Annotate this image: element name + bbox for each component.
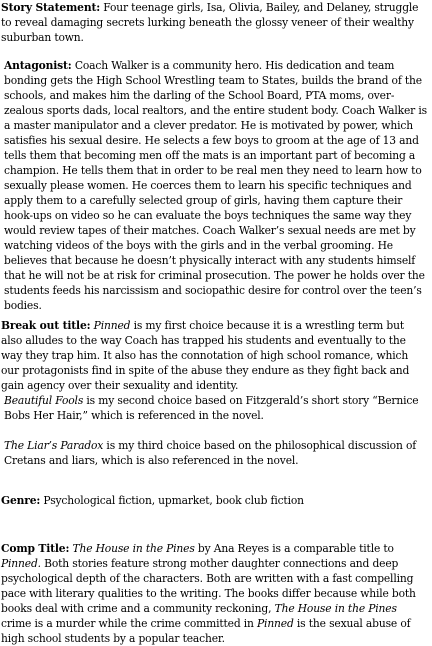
comp-text-3: crime is a murder while the crime committed in (1, 617, 258, 630)
breakout-title-third (1, 438, 428, 468)
antagonist-label: Antagonist: (4, 59, 72, 72)
antagonist-section (1, 58, 428, 313)
breakout-title-liars-paradox: The Liar’s Paradox (4, 439, 104, 452)
story-statement-label: Story Statement: (1, 1, 101, 14)
breakout-label: Break out title: (1, 319, 91, 332)
genre-section (1, 493, 427, 508)
antagonist-text: Coach Walker is a community hero. His dedication and team bonding gets the High School Wrestling team to States, builds the brand of the schools, and makes him the darling of the School Board, PTA moms, over-zealous sports dads, local realtors, and the entire student body. Coach Walker is a master manipulator and a clever predator. He is motivated by power, which satisfies his sexual desire. He selects a few boys to groom at the age of 13 and tells them that becoming men off the mats is an important part of becoming a champion. He tells them that in order to be real men they need to learn how to sexually please women. He coerces them to learn his specific techniques and apply them to a carefully selected group of girls, having them capture their hook-ups on video so he can evaluate the boys techniques the same way they would review tapes of their matches. Coach Walker’s sexual needs are met by watching videos of the boys with the girls and in the verbal grooming. He believes that because he doesn’t physically interact with any students himself that he will not be at risk for criminal prosecution. The power he holds over the students feeds his narcissism and sociopathic desire for control over the teen’s bodies. (4, 59, 427, 312)
breakout-title-pinned: Pinned (93, 319, 131, 332)
comp-title-label: Comp Title: (1, 542, 70, 555)
breakout-text-1: is my first choice because it is a wrestling term but also alludes to the way Coach has trapped his students and eventually to the way they trap him. It also has the connotation of high school romance, which our protagonists find in spite of the abuse they endure as they fight back and gain agency over their sexuality and identity. (1, 319, 410, 392)
comp-book-title-2: The House in the Pines (274, 602, 397, 615)
comp-text-2: Both stories feature strong mother daughter connections and deep psychological depth of the characters. Both are written with a fast compelling pace with literary qualities to the writing. The books differ because while both books deal with crime and a community reckoning, (1, 557, 416, 615)
comp-text-1: by Ana Reyes is a comparable title to (194, 542, 394, 555)
breakout-title-first (1, 318, 427, 393)
comp-title-section (1, 541, 427, 646)
comp-pinned-2: Pinned (257, 617, 294, 630)
comp-text-4: is the sexual abuse of high school students by a popular teacher. (1, 617, 411, 645)
breakout-title-second (1, 393, 428, 423)
story-statement-text: Four teenage girls, Isa, Olivia, Bailey, and Delaney, struggle to reveal damaging secrets lurking beneath the glossy veneer of their wealthy suburban town. (1, 1, 419, 44)
breakout-title-beautiful-fools: Beautiful Fools (4, 394, 84, 407)
genre-text: Psychological fiction, upmarket, book club fiction (40, 494, 304, 507)
comp-pinned-1: Pinned. (1, 557, 41, 570)
story-statement (1, 0, 427, 45)
breakout-text-2: is my second choice based on Fitzgerald’s short story “Bernice Bobs Her Hair,” which is referenced in the novel. (4, 394, 419, 422)
genre-label: Genre: (1, 494, 41, 507)
comp-book-title: The House in the Pines (72, 542, 195, 555)
breakout-text-3: is my third choice based on the philosophical discussion of Cretans and liars, which is also referenced in the novel. (4, 439, 417, 467)
